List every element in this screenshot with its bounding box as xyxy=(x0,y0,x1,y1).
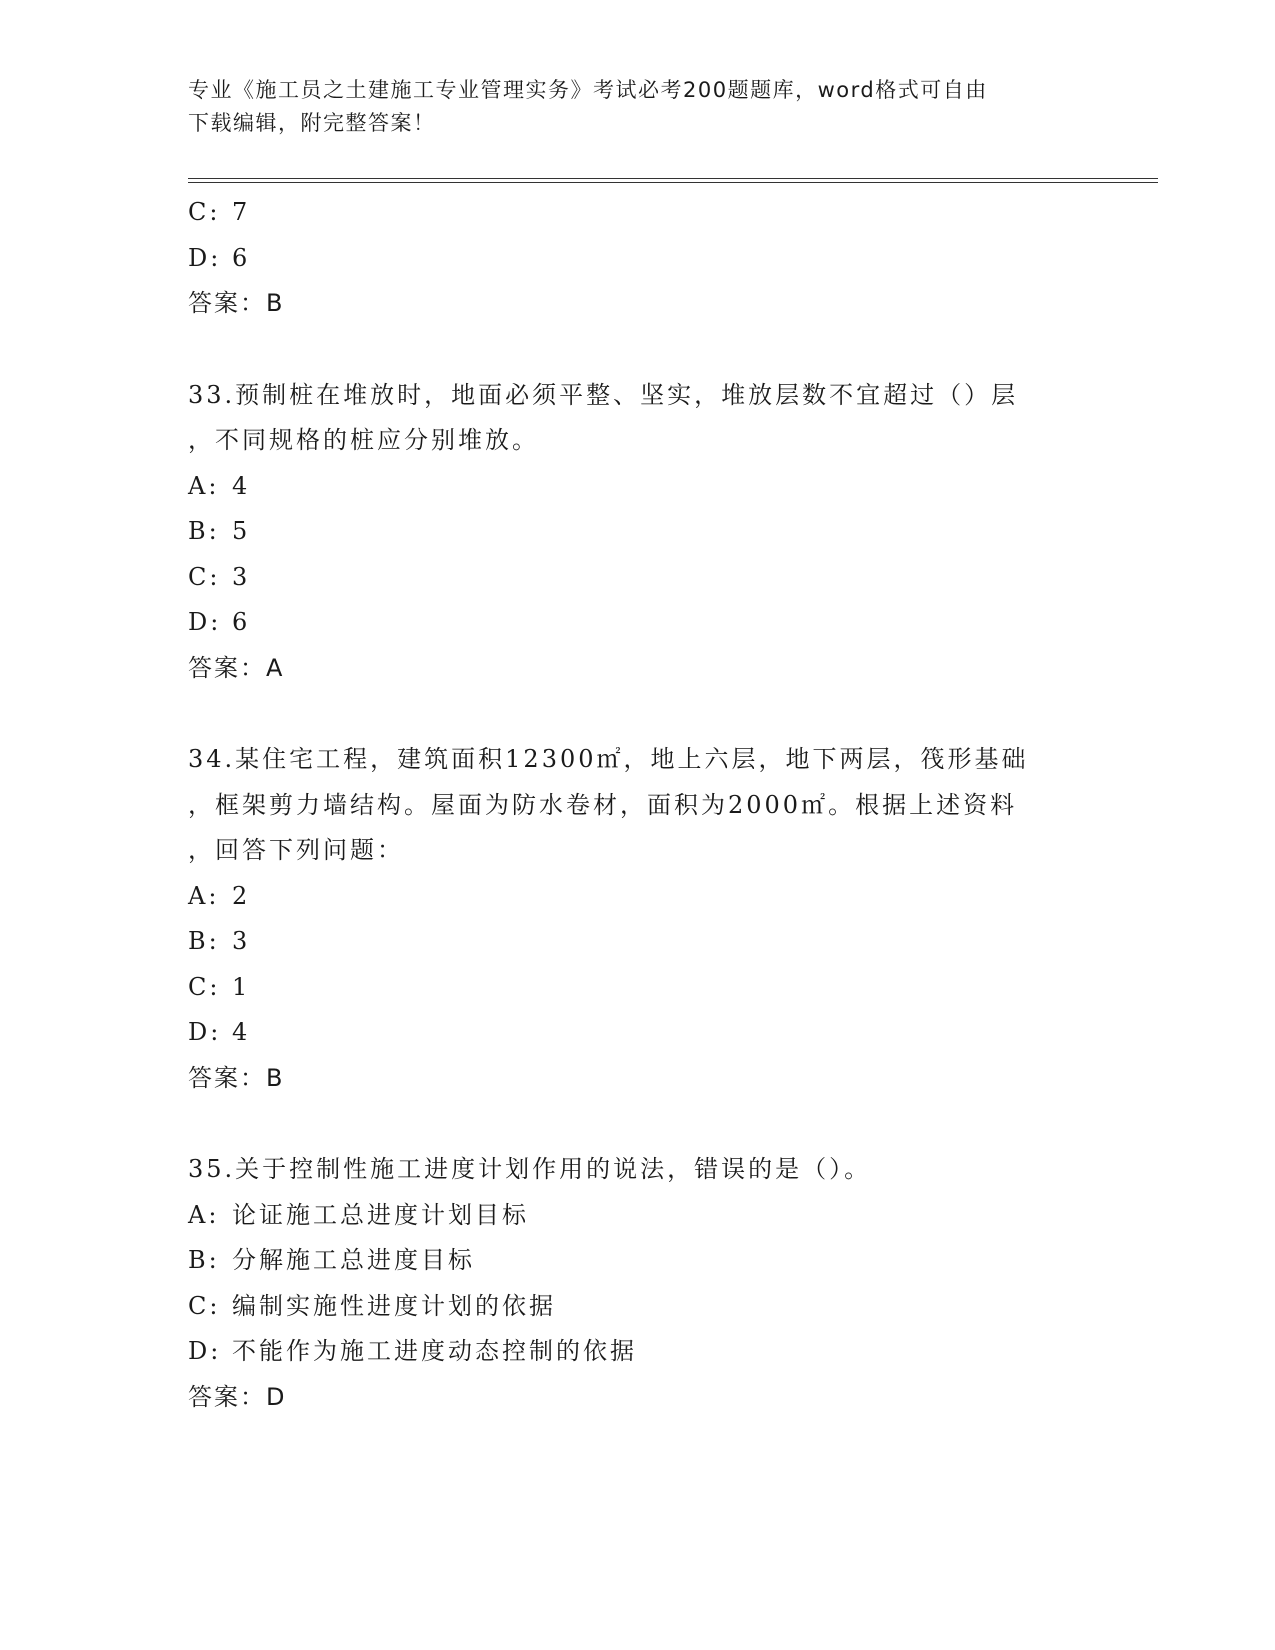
header-line-2: 下载编辑，附完整答案！ xyxy=(188,111,436,135)
header-double-rule xyxy=(188,178,1158,183)
question-list xyxy=(188,190,1088,1420)
option-d: D: 4 xyxy=(188,1018,251,1046)
option-a: A: 论证施工总进度计划目标 xyxy=(188,1200,529,1229)
answer-line: 答案：A xyxy=(188,653,285,682)
option-d: D: 6 xyxy=(188,608,251,636)
question-33 xyxy=(188,373,1088,692)
option-c: C: 编制实施性进度计划的依据 xyxy=(188,1291,556,1320)
option-c: C: 3 xyxy=(188,562,251,591)
option-c: C: 7 xyxy=(188,198,251,226)
option-a: A: 2 xyxy=(188,881,251,910)
answer-line: 答案：B xyxy=(188,1063,285,1092)
continued-question xyxy=(188,190,1088,327)
question-35 xyxy=(188,1147,1088,1420)
option-b: B: 分解施工总进度目标 xyxy=(188,1246,475,1274)
question-stem: 35.关于控制性施工进度计划作用的说法，错误的是（）。 xyxy=(188,1155,872,1183)
option-a: A: 4 xyxy=(188,471,251,500)
answer-line: 答案：B xyxy=(188,289,285,317)
header-line-1: 专业《施工员之土建施工专业管理实务》考试必考200题题库，word格式可自由 xyxy=(188,78,988,102)
option-b: B: 3 xyxy=(188,927,251,955)
answer-line: 答案：D xyxy=(188,1382,287,1411)
page-header xyxy=(188,74,1088,140)
option-b: B: 5 xyxy=(188,517,251,545)
option-d: D: 6 xyxy=(188,243,251,272)
question-stem: 33.预制桩在堆放时，地面必须平整、坚实，堆放层数不宜超过（）层 ，不同规格的桩应分别堆放。 xyxy=(188,380,1019,454)
option-d: D: 不能作为施工进度动态控制的依据 xyxy=(188,1337,637,1365)
option-c: C: 1 xyxy=(188,972,251,1001)
question-34 xyxy=(188,737,1088,1101)
question-stem: 34.某住宅工程，建筑面积12300㎡，地上六层，地下两层，筏形基础 ，框架剪力墙结构。屋面为防水卷材，面积为2000㎡。根据上述资料 ，回答下列问题： xyxy=(188,745,1029,864)
